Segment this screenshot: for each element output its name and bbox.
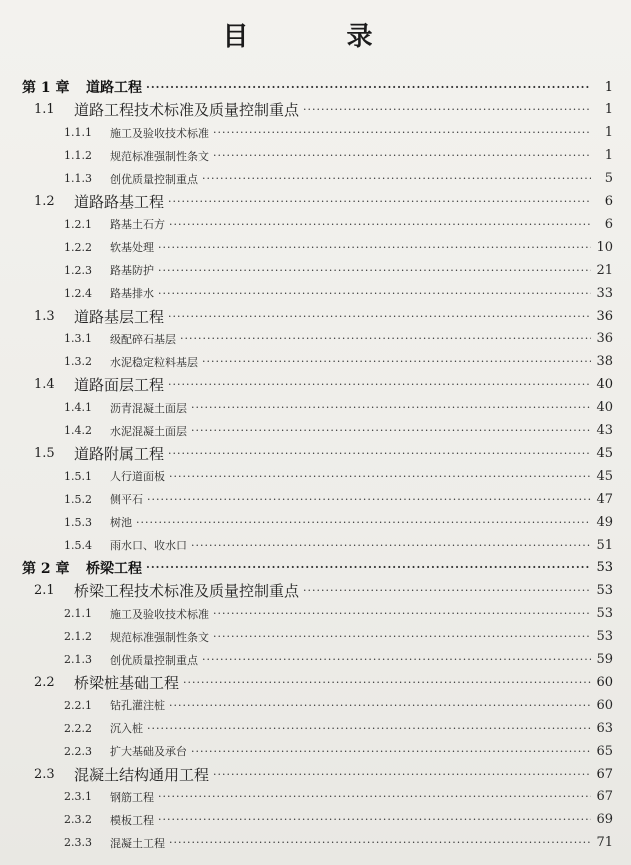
toc-subsection-entry [64, 534, 613, 556]
toc-leader-dots [202, 172, 591, 185]
toc-leader-dots [213, 607, 591, 620]
toc-leader-dots [158, 813, 591, 826]
toc-leader-dots [158, 790, 591, 803]
toc-leader-dots [147, 722, 591, 735]
toc-entry-label: 沉入桩 [110, 722, 143, 736]
toc-subsection-entry [64, 122, 613, 144]
toc-entry-page: 60 [596, 674, 613, 690]
toc-entry-number: 1.5.1 [64, 469, 92, 483]
toc-entry-page: 36 [596, 331, 613, 347]
toc-entry-label: 规范标准强制性条文 [110, 149, 209, 163]
toc-subsection-entry [64, 740, 613, 762]
toc-entry-label: 桥梁工程 [86, 560, 142, 577]
toc-subsection-entry [64, 511, 613, 533]
toc-section-entry [34, 671, 613, 693]
toc-entry-label: 道路基层工程 [74, 307, 165, 326]
toc-leader-dots [169, 218, 591, 231]
toc-entry-number: 1.2 [34, 194, 55, 209]
toc-entry-label: 路基排水 [110, 287, 154, 301]
toc-entry-number: 1.5 [34, 445, 55, 461]
toc-entry-label: 道路附属工程 [74, 444, 165, 463]
toc-entry-label: 规范标准强制性条文 [110, 630, 209, 644]
toc-leader-dots [169, 699, 591, 712]
toc-subsection-entry [64, 351, 613, 373]
toc-entry-number: 第 1 章 [22, 80, 70, 96]
toc-subsection-entry [64, 809, 613, 831]
toc-subsection-entry [64, 465, 613, 487]
toc-leader-dots [202, 355, 591, 368]
toc-entry-label: 路基防护 [110, 264, 154, 278]
toc-leader-dots [169, 470, 591, 483]
toc-entry-page: 45 [596, 468, 613, 484]
toc-leader-dots [147, 493, 591, 506]
toc-entry-page: 40 [596, 400, 613, 416]
toc-entry-number: 2.1 [34, 583, 55, 599]
toc-entry-page: 47 [596, 491, 613, 507]
toc-entry-number: 1.2.2 [64, 240, 92, 254]
toc-entry-label: 树池 [110, 516, 132, 530]
toc-entry-page: 33 [596, 285, 613, 301]
toc-entry-label: 创优质量控制重点 [110, 653, 198, 667]
toc-subsection-entry [64, 328, 613, 350]
toc-leader-dots [202, 653, 591, 666]
toc-entry-number: 2.3.1 [64, 790, 92, 804]
toc-entry-page: 60 [596, 697, 613, 713]
toc-entry-number: 1.3.1 [64, 332, 92, 346]
toc-section-entry [34, 763, 613, 785]
toc-entry-page: 71 [596, 835, 613, 851]
toc-entry-page: 69 [596, 812, 613, 828]
toc-section-entry [34, 580, 613, 602]
toc-entry-number: 2.3.3 [64, 836, 92, 850]
toc-entry-label: 模板工程 [110, 813, 154, 827]
toc-entry-label: 桥梁桩基础工程 [74, 673, 180, 692]
toc-entry-label: 软基处理 [110, 241, 154, 255]
toc-leader-dots [168, 447, 591, 460]
toc-subsection-entry [64, 626, 613, 648]
toc-entry-number: 2.2.3 [64, 744, 92, 758]
toc-subsection-entry [64, 832, 613, 854]
toc-entry-label: 混凝土工程 [110, 836, 165, 850]
toc-entry-page: 53 [596, 583, 613, 599]
toc-entry-label: 创优质量控制重点 [110, 172, 198, 186]
toc-section-entry [34, 305, 613, 327]
toc-entry-page: 67 [596, 766, 613, 782]
toc-leader-dots [191, 424, 591, 437]
toc-entry-page: 49 [596, 514, 613, 530]
toc-entry-label: 钻孔灌注桩 [110, 699, 165, 713]
toc-entry-number: 2.1.1 [64, 607, 92, 621]
toc-leader-dots [213, 149, 591, 162]
toc-entry-page: 38 [596, 354, 613, 370]
toc-entry-label: 扩大基础及承台 [110, 745, 187, 759]
toc-leader-dots [180, 332, 591, 345]
toc-subsection-entry [64, 649, 613, 671]
toc-entry-label: 水泥混凝土面层 [110, 424, 187, 438]
toc-section-entry [34, 191, 613, 213]
toc-entry-number: 1.1.1 [64, 126, 92, 140]
toc-subsection-entry [64, 694, 613, 716]
toc-entry-label: 钢筋工程 [110, 790, 154, 804]
toc-entry-page: 10 [596, 239, 613, 255]
toc-entry-label: 施工及验收技术标准 [110, 126, 209, 140]
toc-entry-label: 沥青混凝土面层 [110, 401, 187, 415]
toc-subsection-entry [64, 145, 613, 167]
toc-entry-number: 1.3 [34, 308, 55, 324]
toc-subsection-entry [64, 420, 613, 442]
toc-leader-dots [168, 378, 591, 391]
toc-entry-page: 1 [604, 102, 613, 118]
toc-subsection-entry [64, 213, 613, 235]
toc-leader-dots [303, 103, 591, 116]
toc-entry-page: 59 [596, 652, 613, 667]
toc-entry-number: 2.3.2 [64, 813, 92, 827]
toc-entry-label: 道路工程 [86, 80, 142, 96]
toc-entry-label: 级配碎石基层 [110, 332, 176, 346]
toc-leader-dots [158, 241, 591, 254]
toc-entry-page: 5 [604, 171, 613, 187]
toc-entry-page: 1 [604, 148, 613, 164]
toc-entry-page: 53 [596, 629, 613, 645]
toc-leader-dots [169, 836, 591, 849]
toc-entry-number: 2.2 [34, 674, 55, 690]
toc-entry-number: 1.2.3 [64, 263, 92, 277]
toc-chapter-entry [22, 76, 613, 98]
toc-entry-page: 67 [596, 789, 613, 805]
toc-entry-label: 混凝土结构通用工程 [74, 765, 210, 784]
toc-leader-dots [158, 287, 591, 300]
toc-leader-dots [213, 768, 591, 781]
toc-entry-number: 1.4 [34, 377, 55, 393]
toc-leader-dots [191, 539, 591, 552]
toc-leader-dots [158, 264, 591, 277]
toc-entry-number: 1.1.2 [64, 149, 92, 163]
toc-entry-label: 道路面层工程 [74, 376, 165, 395]
toc-entry-number: 第 2 章 [22, 560, 70, 577]
toc-entry-label: 雨水口、收水口 [110, 539, 187, 552]
toc-leader-dots [213, 630, 591, 643]
toc-entry-number: 1.4.2 [64, 424, 92, 437]
toc-section-entry [34, 374, 613, 396]
toc-chapter-entry [22, 557, 613, 579]
toc-entry-page: 6 [604, 216, 613, 232]
toc-entry-number: 1.1 [34, 102, 55, 118]
toc-subsection-entry [64, 282, 613, 304]
toc-section-entry [34, 442, 613, 464]
toc-entry-number: 1.2.1 [64, 217, 92, 231]
toc-entry-number: 1.5.4 [64, 538, 92, 552]
toc-entry-page: 1 [604, 79, 613, 95]
toc-leader-dots [183, 676, 591, 689]
toc-entry-page: 21 [596, 262, 613, 278]
toc-entry-number: 2.3 [34, 766, 55, 782]
toc-subsection-entry [64, 786, 613, 808]
toc-entry-page: 6 [604, 194, 613, 209]
toc-entry-label: 路基土石方 [110, 218, 165, 232]
toc-entry-page: 53 [596, 560, 613, 576]
toc-entry-label: 道路路基工程 [74, 193, 165, 211]
toc-entry-number: 1.4.1 [64, 401, 92, 415]
toc-entry-number: 2.2.1 [64, 698, 92, 712]
toc-entry-number: 1.5.3 [64, 515, 92, 529]
toc-entry-page: 40 [596, 377, 613, 393]
toc-leader-dots [191, 745, 591, 758]
toc-leader-dots [136, 516, 591, 529]
toc-subsection-entry [64, 259, 613, 281]
toc-entry-page: 36 [596, 308, 613, 324]
toc-entry-page: 51 [596, 537, 613, 553]
toc-entry-number: 2.1.2 [64, 630, 92, 644]
toc-subsection-entry [64, 488, 613, 510]
toc-entry-page: 43 [596, 423, 613, 438]
toc-leader-dots [191, 401, 591, 414]
toc-leader-dots [168, 195, 591, 208]
toc-subsection-entry [64, 236, 613, 258]
toc-entry-label: 侧平石 [110, 493, 143, 507]
toc-entry-label: 桥梁工程技术标准及质量控制重点 [74, 582, 300, 601]
toc-leader-dots [146, 81, 591, 94]
toc-subsection-entry [64, 603, 613, 625]
toc-entry-number: 1.3.2 [64, 355, 92, 369]
toc-subsection-entry [64, 717, 613, 739]
toc-entry-number: 1.1.3 [64, 172, 92, 186]
toc-entry-page: 65 [596, 743, 613, 759]
toc-leader-dots [303, 584, 591, 597]
toc-entry-page: 45 [596, 445, 613, 461]
toc-entry-label: 人行道面板 [110, 470, 165, 484]
toc-entry-label: 道路工程技术标准及质量控制重点 [74, 101, 300, 120]
toc-entry-number: 1.2.4 [64, 286, 92, 300]
toc-entry-label: 水泥稳定粒料基层 [110, 355, 198, 369]
toc-leader-dots [213, 126, 591, 139]
toc-entry-number: 1.5.2 [64, 492, 92, 506]
toc-entry-number: 2.2.2 [64, 721, 92, 735]
toc-entry-label: 施工及验收技术标准 [110, 607, 209, 621]
toc-leader-dots [168, 310, 591, 323]
page-title: 目 录 [222, 22, 409, 52]
toc-entry-number: 2.1.3 [64, 653, 92, 666]
toc-leader-dots [146, 561, 591, 574]
toc-subsection-entry [64, 397, 613, 419]
toc-subsection-entry [64, 168, 613, 190]
toc-entry-page: 1 [604, 125, 613, 141]
toc-section-entry [34, 99, 613, 121]
toc-entry-page: 53 [596, 606, 613, 622]
toc-entry-page: 63 [596, 720, 613, 736]
